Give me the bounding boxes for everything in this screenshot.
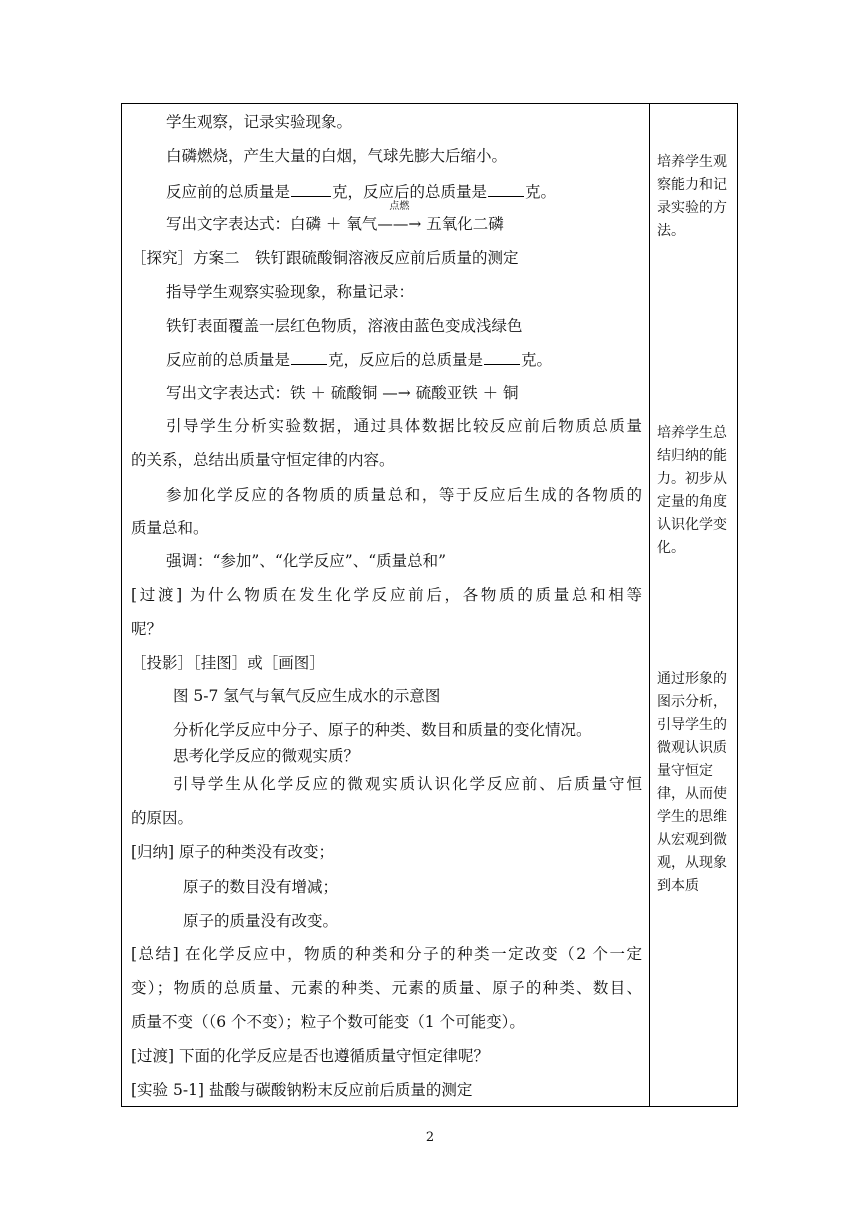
side-note-3: 通过形象的图示分析，引导学生的微观认识质量守恒定律，从而使学生的思维从宏观到微观，从现象到本质 xyxy=(657,671,727,894)
text-segment: 反应前的总质量是 xyxy=(166,183,291,201)
text-segment: 克。 xyxy=(521,351,553,369)
text-line xyxy=(166,201,504,233)
side-note-2: 培养学生总结归纳的能力。初步从定量的角度认识化学变化。 xyxy=(657,425,727,556)
fill-blank xyxy=(488,182,524,197)
text-line xyxy=(166,182,556,201)
text-line: 分析化学反应中分子、原子的种类、数目和质量的变化情况。 xyxy=(173,721,592,739)
text-segment: 反应前的总质量是 xyxy=(166,351,291,369)
fill-blank xyxy=(484,350,520,365)
text-line: 写出文字表达式：铁 ＋ 硫酸铜 —→ 硫酸亚铁 ＋ 铜 xyxy=(166,384,519,402)
text-line: 铁钉表面覆盖一层红色物质，溶液由蓝色变成浅绿色 xyxy=(166,317,523,335)
text-line: [过渡] 为什么物质在发生化学反应前后，各物质的质量总和相等 xyxy=(131,586,642,604)
text-line: 引导学生从化学反应的微观实质认识化学反应前、后质量守恒 xyxy=(173,775,642,793)
arrow-glyph: ——→ xyxy=(377,215,422,233)
side-note-1: 培养学生观察能力和记录实验的方法。 xyxy=(657,154,727,239)
fill-blank xyxy=(291,182,331,197)
text-line: 质量不变（（6 个不变）；粒子个数可能变（1 个可能变）。 xyxy=(131,1013,525,1031)
text-line: [实验 5-1] 盐酸与碳酸钠粉末反应前后质量的测定 xyxy=(131,1081,473,1099)
text-line: 变）；物质的总质量、元素的种类、元素的质量、原子的种类、数目、 xyxy=(131,979,642,997)
column-divider xyxy=(649,103,650,1107)
text-line: 呢？ xyxy=(131,620,163,638)
text-line: 思考化学反应的微观实质？ xyxy=(173,747,360,765)
text-line: [归纳] 原子的种类没有改变； xyxy=(131,843,335,861)
text-line: 的关系，总结出质量守恒定律的内容。 xyxy=(131,451,395,469)
text-line: 参加化学反应的各物质的质量总和，等于反应后生成的各物质的 xyxy=(166,486,642,504)
text-line: ［投影］［挂图］或［画图］ xyxy=(131,654,325,672)
text-line: 学生观察，记录实验现象。 xyxy=(166,113,353,131)
text-line: 图 5-7 氢气与氧气反应生成水的示意图 xyxy=(173,687,441,705)
text-line: [总结] 在化学反应中，物质的种类和分子的种类一定改变（2 个一定 xyxy=(131,945,642,963)
reaction-arrow xyxy=(377,201,422,233)
text-segment: 五氧化二磷 xyxy=(421,215,504,233)
text-line: 原子的数目没有增减； xyxy=(183,878,339,896)
text-line: 指导学生观察实验现象，称量记录： xyxy=(166,283,415,301)
text-line: 的原因。 xyxy=(131,809,194,827)
text-line: 引导学生分析实验数据，通过具体数据比较反应前后物质总质量 xyxy=(166,417,642,435)
text-line xyxy=(166,350,552,369)
text-line: 原子的质量没有改变。 xyxy=(183,912,339,930)
text-segment: 克。 xyxy=(525,183,557,201)
text-line: 强调：“参加”、“化学反应”、“质量总和” xyxy=(166,552,447,570)
reaction-condition: 点燃 xyxy=(389,201,410,212)
text-line: 质量总和。 xyxy=(131,519,209,537)
text-segment: 克，反应后的总质量是 xyxy=(332,183,488,201)
text-segment: 写出文字表达式：白磷 ＋ 氧气 xyxy=(166,215,378,233)
text-line: ［探究］方案二 铁钉跟硫酸铜溶液反应前后质量的测定 xyxy=(131,249,519,267)
page-number: 2 xyxy=(425,1130,435,1145)
fill-blank xyxy=(291,350,327,365)
text-segment: 克，反应后的总质量是 xyxy=(328,351,484,369)
text-line: [过渡] 下面的化学反应是否也遵循质量守恒定律呢？ xyxy=(131,1047,490,1065)
text-line: 白磷燃烧，产生大量的白烟，气球先膨大后缩小。 xyxy=(166,147,508,165)
